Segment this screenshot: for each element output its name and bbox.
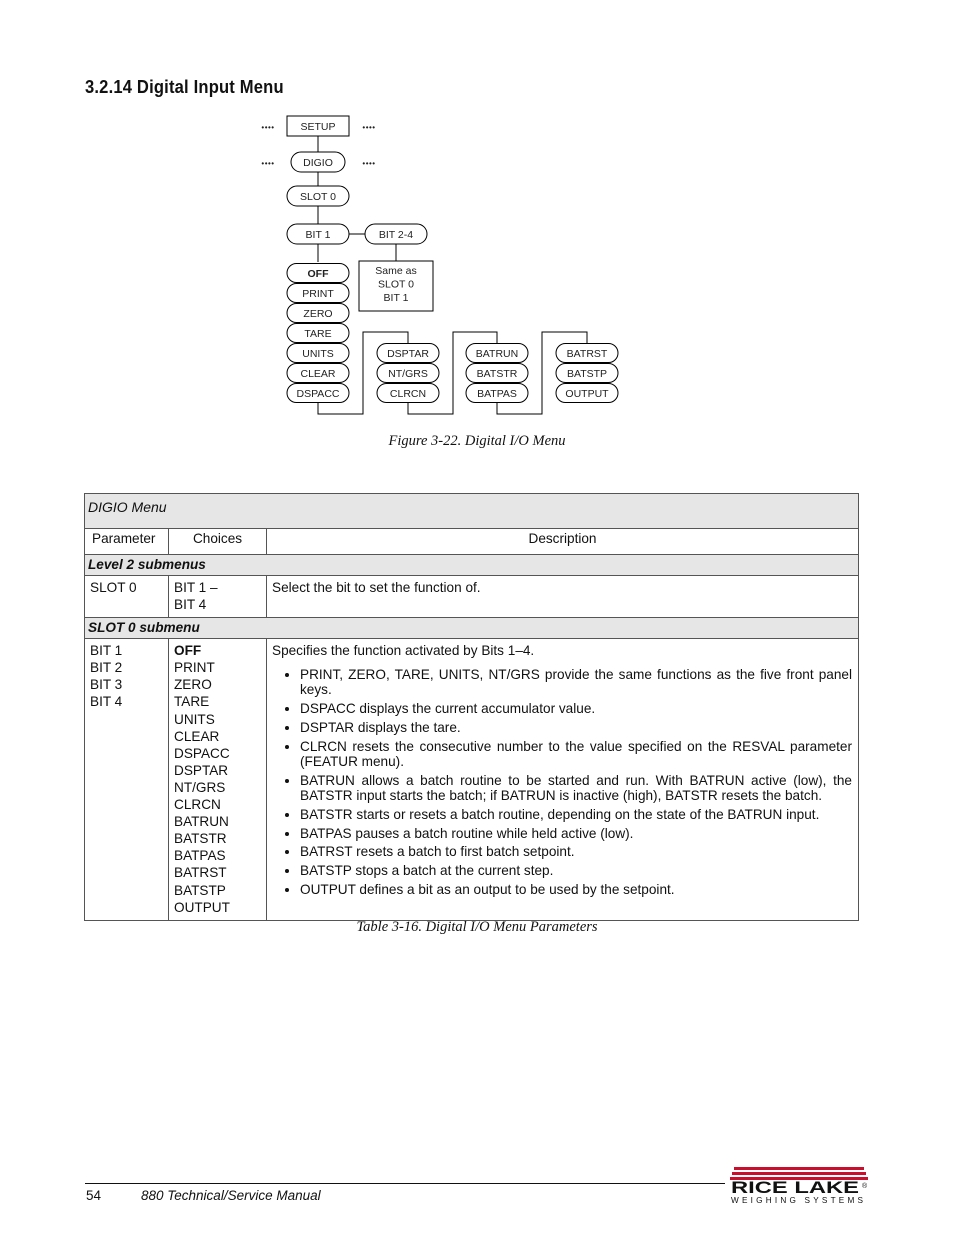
choice: OUTPUT xyxy=(174,899,230,915)
node-digio: DIGIO xyxy=(303,157,333,169)
description-bullet: • BATSTR starts or resets a batch routine, depending on the state of the BATRUN input. xyxy=(300,807,852,822)
choice: BIT 1 – xyxy=(174,580,218,595)
node-choice: ZERO xyxy=(303,308,333,320)
choice: PRINT xyxy=(174,660,215,676)
digio-menu-table xyxy=(84,493,859,921)
description-bullet: • DSPACC displays the current accumulator value. xyxy=(300,701,852,716)
note-line: Same as xyxy=(375,265,417,277)
param-bit: BIT 2 xyxy=(90,660,123,676)
choices-slot0 xyxy=(169,576,267,618)
param-slot0: SLOT 0 xyxy=(85,576,169,618)
continuation-dots: •••• xyxy=(261,159,275,168)
param-bit: BIT 4 xyxy=(90,694,123,710)
default-choice: OFF xyxy=(174,643,202,659)
node-choice: PRINT xyxy=(302,288,334,300)
choice: CLEAR xyxy=(174,728,220,744)
node-choice: UNITS xyxy=(302,348,334,360)
continuation-dots: •••• xyxy=(362,123,376,132)
choice: BATSTR xyxy=(174,831,227,847)
table-row-slot0 xyxy=(85,576,859,618)
level2-label: Level 2 submenus xyxy=(85,555,859,576)
choice: TARE xyxy=(174,694,210,710)
manual-title: 880 Technical/Service Manual xyxy=(141,1188,321,1203)
logo-name: RICE LAKE xyxy=(731,1178,859,1197)
params-bits xyxy=(85,639,169,921)
logo-tagline: WEIGHING SYSTEMS xyxy=(731,1196,863,1205)
table-title-row xyxy=(85,494,859,529)
choice: BIT 4 xyxy=(174,597,207,613)
page-number: 54 xyxy=(86,1188,102,1203)
section-row-level2 xyxy=(85,555,859,576)
choice: ZERO xyxy=(174,677,212,693)
continuation-dots: •••• xyxy=(261,123,275,132)
section-row-slot0 xyxy=(85,618,859,639)
description-bullet: • DSPTAR displays the tare. xyxy=(300,720,852,735)
slot0-label: SLOT 0 submenu xyxy=(85,618,859,639)
choice: NT/GRS xyxy=(174,779,226,795)
choices-bits xyxy=(169,639,267,921)
logo-mark: ® xyxy=(862,1183,868,1190)
figure-caption: Figure 3-22. Digital I/O Menu xyxy=(388,433,566,449)
node-choice: OFF xyxy=(307,268,329,280)
node-choice: CLEAR xyxy=(300,368,336,380)
node-bit1: BIT 1 xyxy=(305,229,331,241)
description-bullet: • CLRCN resets the consecutive number to the value specified on the RESVAL parameter (FEATUR menu). xyxy=(300,739,852,769)
header-description: Description xyxy=(267,529,859,555)
footer-rule xyxy=(85,1183,725,1184)
description-bullets xyxy=(272,667,852,897)
node-choice: BATPAS xyxy=(477,388,517,400)
node-setup: SETUP xyxy=(300,121,336,133)
section-title: 3.2.14 Digital Input Menu xyxy=(85,77,284,97)
node-choice: DSPACC xyxy=(296,388,340,400)
choice: DSPTAR xyxy=(174,762,229,778)
node-choice: TARE xyxy=(304,328,332,340)
node-choice: BATRUN xyxy=(475,348,519,360)
choice: BATPAS xyxy=(174,848,226,864)
choice: BATRUN xyxy=(174,814,229,830)
description-bullet: • BATRUN allows a batch routine to be started and run. With BATRUN active (low), the BATSTR input starts the batch; if BATRUN is inactive (high), BATSTR resets the batch. xyxy=(300,773,852,803)
note-line: BIT 1 xyxy=(383,292,409,304)
description-bullet: • BATPAS pauses a batch routine while held active (low). xyxy=(300,826,852,841)
description-bullet: • BATRST resets a batch to first batch setpoint. xyxy=(300,844,852,859)
node-choice: NT/GRS xyxy=(388,368,428,380)
continuation-dots: •••• xyxy=(362,159,376,168)
node-choice: DSPTAR xyxy=(387,348,429,360)
note-line: SLOT 0 xyxy=(378,278,414,291)
node-choice: BATSTR xyxy=(476,368,518,380)
description-bits xyxy=(267,639,859,921)
choice: DSPACC xyxy=(174,745,230,761)
node-choice: BATRST xyxy=(566,348,608,360)
table-header-row xyxy=(85,529,859,555)
description-slot0: Select the bit to set the function of. xyxy=(267,576,859,618)
table-title: DIGIO Menu xyxy=(85,494,859,529)
choice: BATRST xyxy=(174,865,227,881)
description-bullet: • OUTPUT defines a bit as an output to be used by the setpoint. xyxy=(300,882,852,897)
header-choices: Choices xyxy=(169,529,267,555)
header-parameter: Parameter xyxy=(85,529,169,555)
node-bit2-4: BIT 2-4 xyxy=(378,229,414,241)
node-choice: OUTPUT xyxy=(565,388,609,400)
description-bullet: • BATSTP stops a batch at the current step. xyxy=(300,863,852,878)
table-row-bits xyxy=(85,639,859,921)
choice: CLRCN xyxy=(174,797,221,813)
param-bit: BIT 3 xyxy=(90,677,123,693)
description-bullet: • PRINT, ZERO, TARE, UNITS, NT/GRS provide the same functions as the five front panel keys. xyxy=(300,667,852,697)
choice: BATSTP xyxy=(174,882,226,898)
node-choice: BATSTP xyxy=(566,368,608,380)
param-bit: BIT 1 xyxy=(90,643,123,659)
description-intro: Specifies the function activated by Bits 1–4. xyxy=(272,643,535,659)
node-choice: CLRCN xyxy=(389,388,427,400)
rice-lake-logo xyxy=(728,1166,870,1206)
digio-menu-diagram xyxy=(0,100,954,430)
node-slot0: SLOT 0 xyxy=(300,191,336,203)
table-caption: Table 3-16. Digital I/O Menu Parameters xyxy=(356,919,598,935)
choice: UNITS xyxy=(174,711,215,727)
